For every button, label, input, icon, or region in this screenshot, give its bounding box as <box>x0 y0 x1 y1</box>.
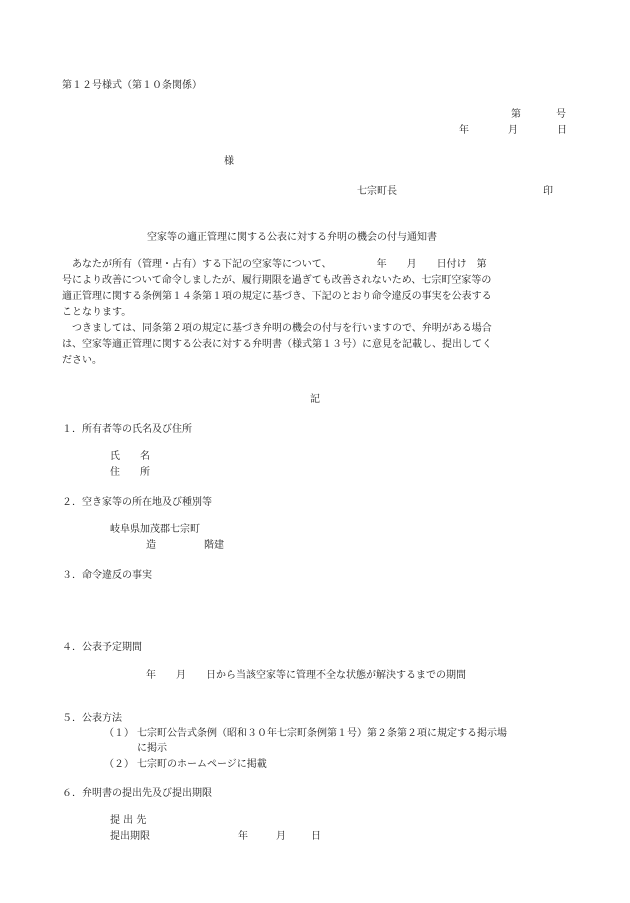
body-p2-line: つきましては、同条第２項の規定に基づき弁明の機会の付与を行いますので、弁明がある場合 <box>72 323 492 334</box>
owner-address-label: 住 所 <box>110 467 150 478</box>
section-5-heading: ５．公表方法 <box>62 713 122 724</box>
document-number-dai: 第 <box>511 109 521 120</box>
document-number-go: 号 <box>556 109 566 120</box>
submission-deadline-label: 提出期限 <box>110 831 150 842</box>
section-1-heading: １．所有者等の氏名及び住所 <box>62 424 192 435</box>
body-p1-line: 適正管理に関する条例第１４条第１項の規定に基づき、下記のとおり命令違反の事実を公表する <box>62 291 492 302</box>
addressee-suffix: 様 <box>224 156 234 167</box>
document-title: 空家等の適正管理に関する公表に対する弁明の機会の付与通知書 <box>147 232 437 243</box>
section-6-heading: ６．弁明書の提出先及び提出期限 <box>62 788 212 799</box>
method-item-1-continuation: に掲示 <box>137 743 167 754</box>
body-paragraph-2 <box>62 321 572 369</box>
form-label: 第１２号様式（第１０条関係） <box>62 80 202 91</box>
method-item-2-text: 七宗町のホームページに掲載 <box>137 759 267 770</box>
publication-period: 年 月 日から当該空家等に管理不全な状態が解決するまでの期間 <box>146 670 466 681</box>
date-month: 月 <box>508 125 518 136</box>
section-2-heading: ２．空き家等の所在地及び種別等 <box>62 497 212 508</box>
date-year: 年 <box>459 125 469 136</box>
property-location: 岐阜県加茂郡七宗町 <box>110 524 200 535</box>
deadline-month: 月 <box>276 831 286 842</box>
body-p2-line: ださい。 <box>62 355 102 366</box>
seal-mark: 印 <box>543 186 553 197</box>
sender-name: 七宗町長 <box>357 186 397 197</box>
structure-zo: 造 <box>146 540 156 551</box>
date-day: 日 <box>557 125 567 136</box>
submission-destination-label: 提 出 先 <box>110 815 147 826</box>
body-p1-line: ことなります。 <box>62 307 132 318</box>
method-item-1-number: （１） <box>104 728 134 739</box>
section-3-heading: ３．命令違反の事実 <box>62 570 152 581</box>
ki-heading: 記 <box>310 394 320 405</box>
structure-kai: 階建 <box>204 540 224 551</box>
method-item-2-number: （２） <box>104 759 134 770</box>
deadline-year: 年 <box>238 831 248 842</box>
method-item-1-text: 七宗町公告式条例（昭和３０年七宗町条例第１号）第２条第２項に規定する掲示場 <box>137 728 507 739</box>
section-4-heading: ４．公表予定期間 <box>62 642 142 653</box>
body-p1-line: 号により改善について命令しましたが、履行期限を過ぎても改善されないため、七宗町空家等の <box>62 275 492 286</box>
body-paragraph-1 <box>62 257 572 321</box>
body-p2-line: は、空家等適正管理に関する公表に対する弁明書（様式第１３号）に意見を記載し、提出してく <box>62 339 492 350</box>
owner-name-label: 氏 名 <box>110 451 150 462</box>
deadline-day: 日 <box>311 831 321 842</box>
body-p1-line: あなたが所有（管理・占有）する下記の空家等について、 年 月 日付け 第 <box>72 259 487 270</box>
